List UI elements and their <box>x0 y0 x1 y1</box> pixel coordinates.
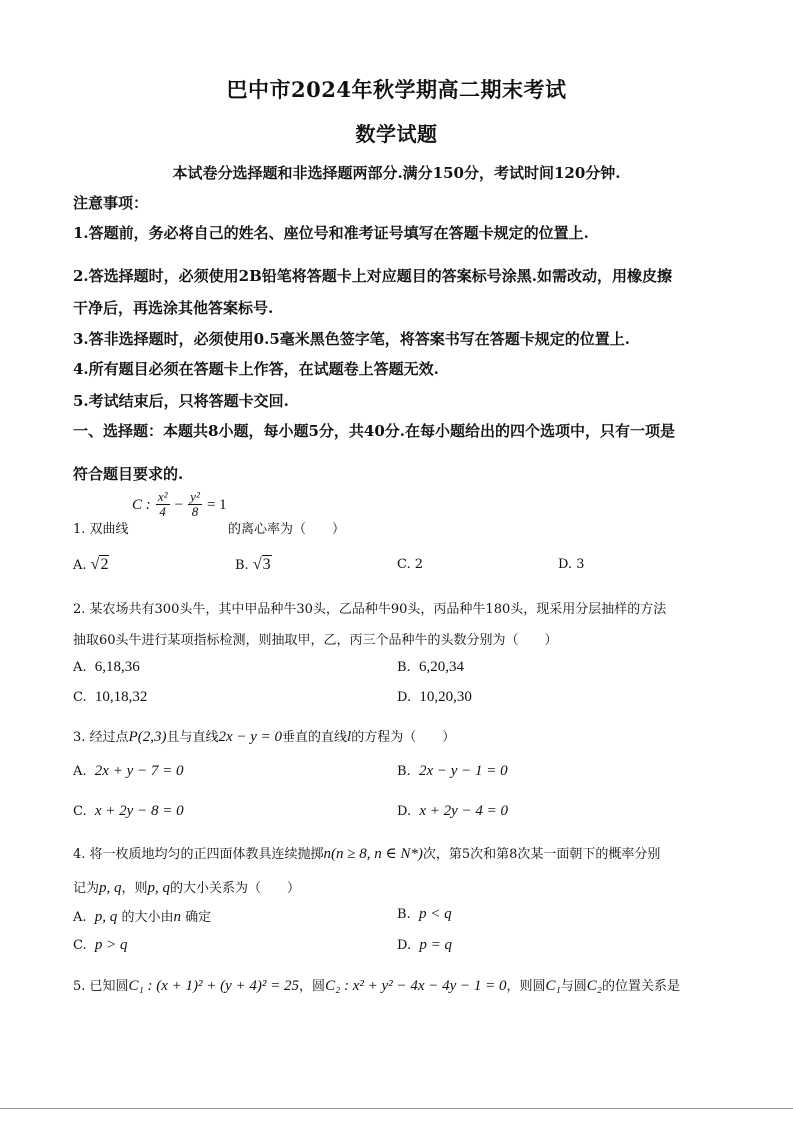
option-b: B. 2x − y − 1 = 0 <box>397 763 508 779</box>
option-b: B. p < q <box>397 906 452 922</box>
question-2-line1: 2. 某农场共有300头牛，其中甲品种牛30头，乙品种牛90头，丙品种牛180头，现采用分层抽样的方法 <box>73 602 667 617</box>
option-d: D. 10,20,30 <box>397 689 472 705</box>
intro-text: 本试卷分选择题和非选择题两部分.满分150分，考试时间120分钟. <box>172 164 621 182</box>
notice-heading: 注意事项： <box>73 194 149 212</box>
question-3: 3. 经过点P(2,3)且与直线2x − y = 0垂直的直线l的方程为（ ） <box>73 729 456 745</box>
page-bottom-divider <box>0 1108 793 1109</box>
option-a: A. p, q 的大小由n 确定 <box>73 909 212 925</box>
option-c: C. 10,18,32 <box>73 689 148 705</box>
exam-title: 巴中市2024年秋学期高二期末考试 <box>226 77 567 102</box>
notice-item: 5.考试结束后，只将答题卡交回. <box>73 392 289 410</box>
option-d: D. p = q <box>397 937 452 953</box>
option-a: A. 6,18,36 <box>73 659 140 675</box>
question-1-formula: C : $\frac{\text{x²}}{4}$ − $\frac{\text{y²}}{8}$ = 1 <box>132 489 227 519</box>
notice-item: 1.答题前，务必将自己的姓名、座位号和准考证号填写在答题卡规定的位置上. <box>73 224 589 242</box>
option-d: D. 3 <box>558 557 585 572</box>
question-1-suffix: 的离心率为（ ） <box>228 522 346 537</box>
section-heading: 一、选择题：本题共8小题，每小题5分，共40分.在每小题给出的四个选项中，只有一项是 <box>73 422 675 440</box>
notice-item: 2.答选择题时，必须使用2B铅笔将答题卡上对应题目的答案标号涂黑.如需改动，用橡皮擦 <box>73 267 673 285</box>
option-b: B. √3 <box>235 556 271 573</box>
section-heading-cont: 符合题目要求的. <box>73 465 184 483</box>
notice-item: 3.答非选择题时，必须使用0.5毫米黑色签字笔，将答案书写在答题卡规定的位置上. <box>73 330 630 348</box>
question-5: 5. 已知圆C₁ : (x + 1)² + (y + 4)² = 25，圆C₂ : x² + y² − 4x − 4y − 1 = 0，则圆C₁与圆C₂的位置关系是 <box>73 978 681 994</box>
notice-item: 干净后，再选涂其他答案标号. <box>73 299 274 317</box>
option-c: C. x + 2y − 8 = 0 <box>73 803 184 819</box>
notice-item: 4.所有题目必须在答题卡上作答，在试题卷上答题无效. <box>73 360 439 378</box>
question-4-line2: 记为p, q，则p, q的大小关系为（ ） <box>73 880 301 896</box>
option-c: C. p > q <box>73 937 128 953</box>
option-d: D. x + 2y − 4 = 0 <box>397 803 509 819</box>
exam-subtitle: 数学试题 <box>355 122 438 146</box>
option-c: C. 2 <box>397 557 424 572</box>
option-a: A. √2 <box>73 556 109 573</box>
question-2-line2: 抽取60头牛进行某项指标检测，则抽取甲，乙，丙三个品种牛的头数分别为（ ） <box>73 633 558 648</box>
option-a: A. 2x + y − 7 = 0 <box>73 763 184 779</box>
option-b: B. 6,20,34 <box>397 659 464 675</box>
question-4-line1: 4. 将一枚质地均匀的正四面体教具连续抛掷n(n ≥ 8, n ∈ N*)次，第5次和第8次某一面朝下的概率分别 <box>73 846 661 862</box>
question-1-prefix: 1. 双曲线 <box>73 522 129 537</box>
